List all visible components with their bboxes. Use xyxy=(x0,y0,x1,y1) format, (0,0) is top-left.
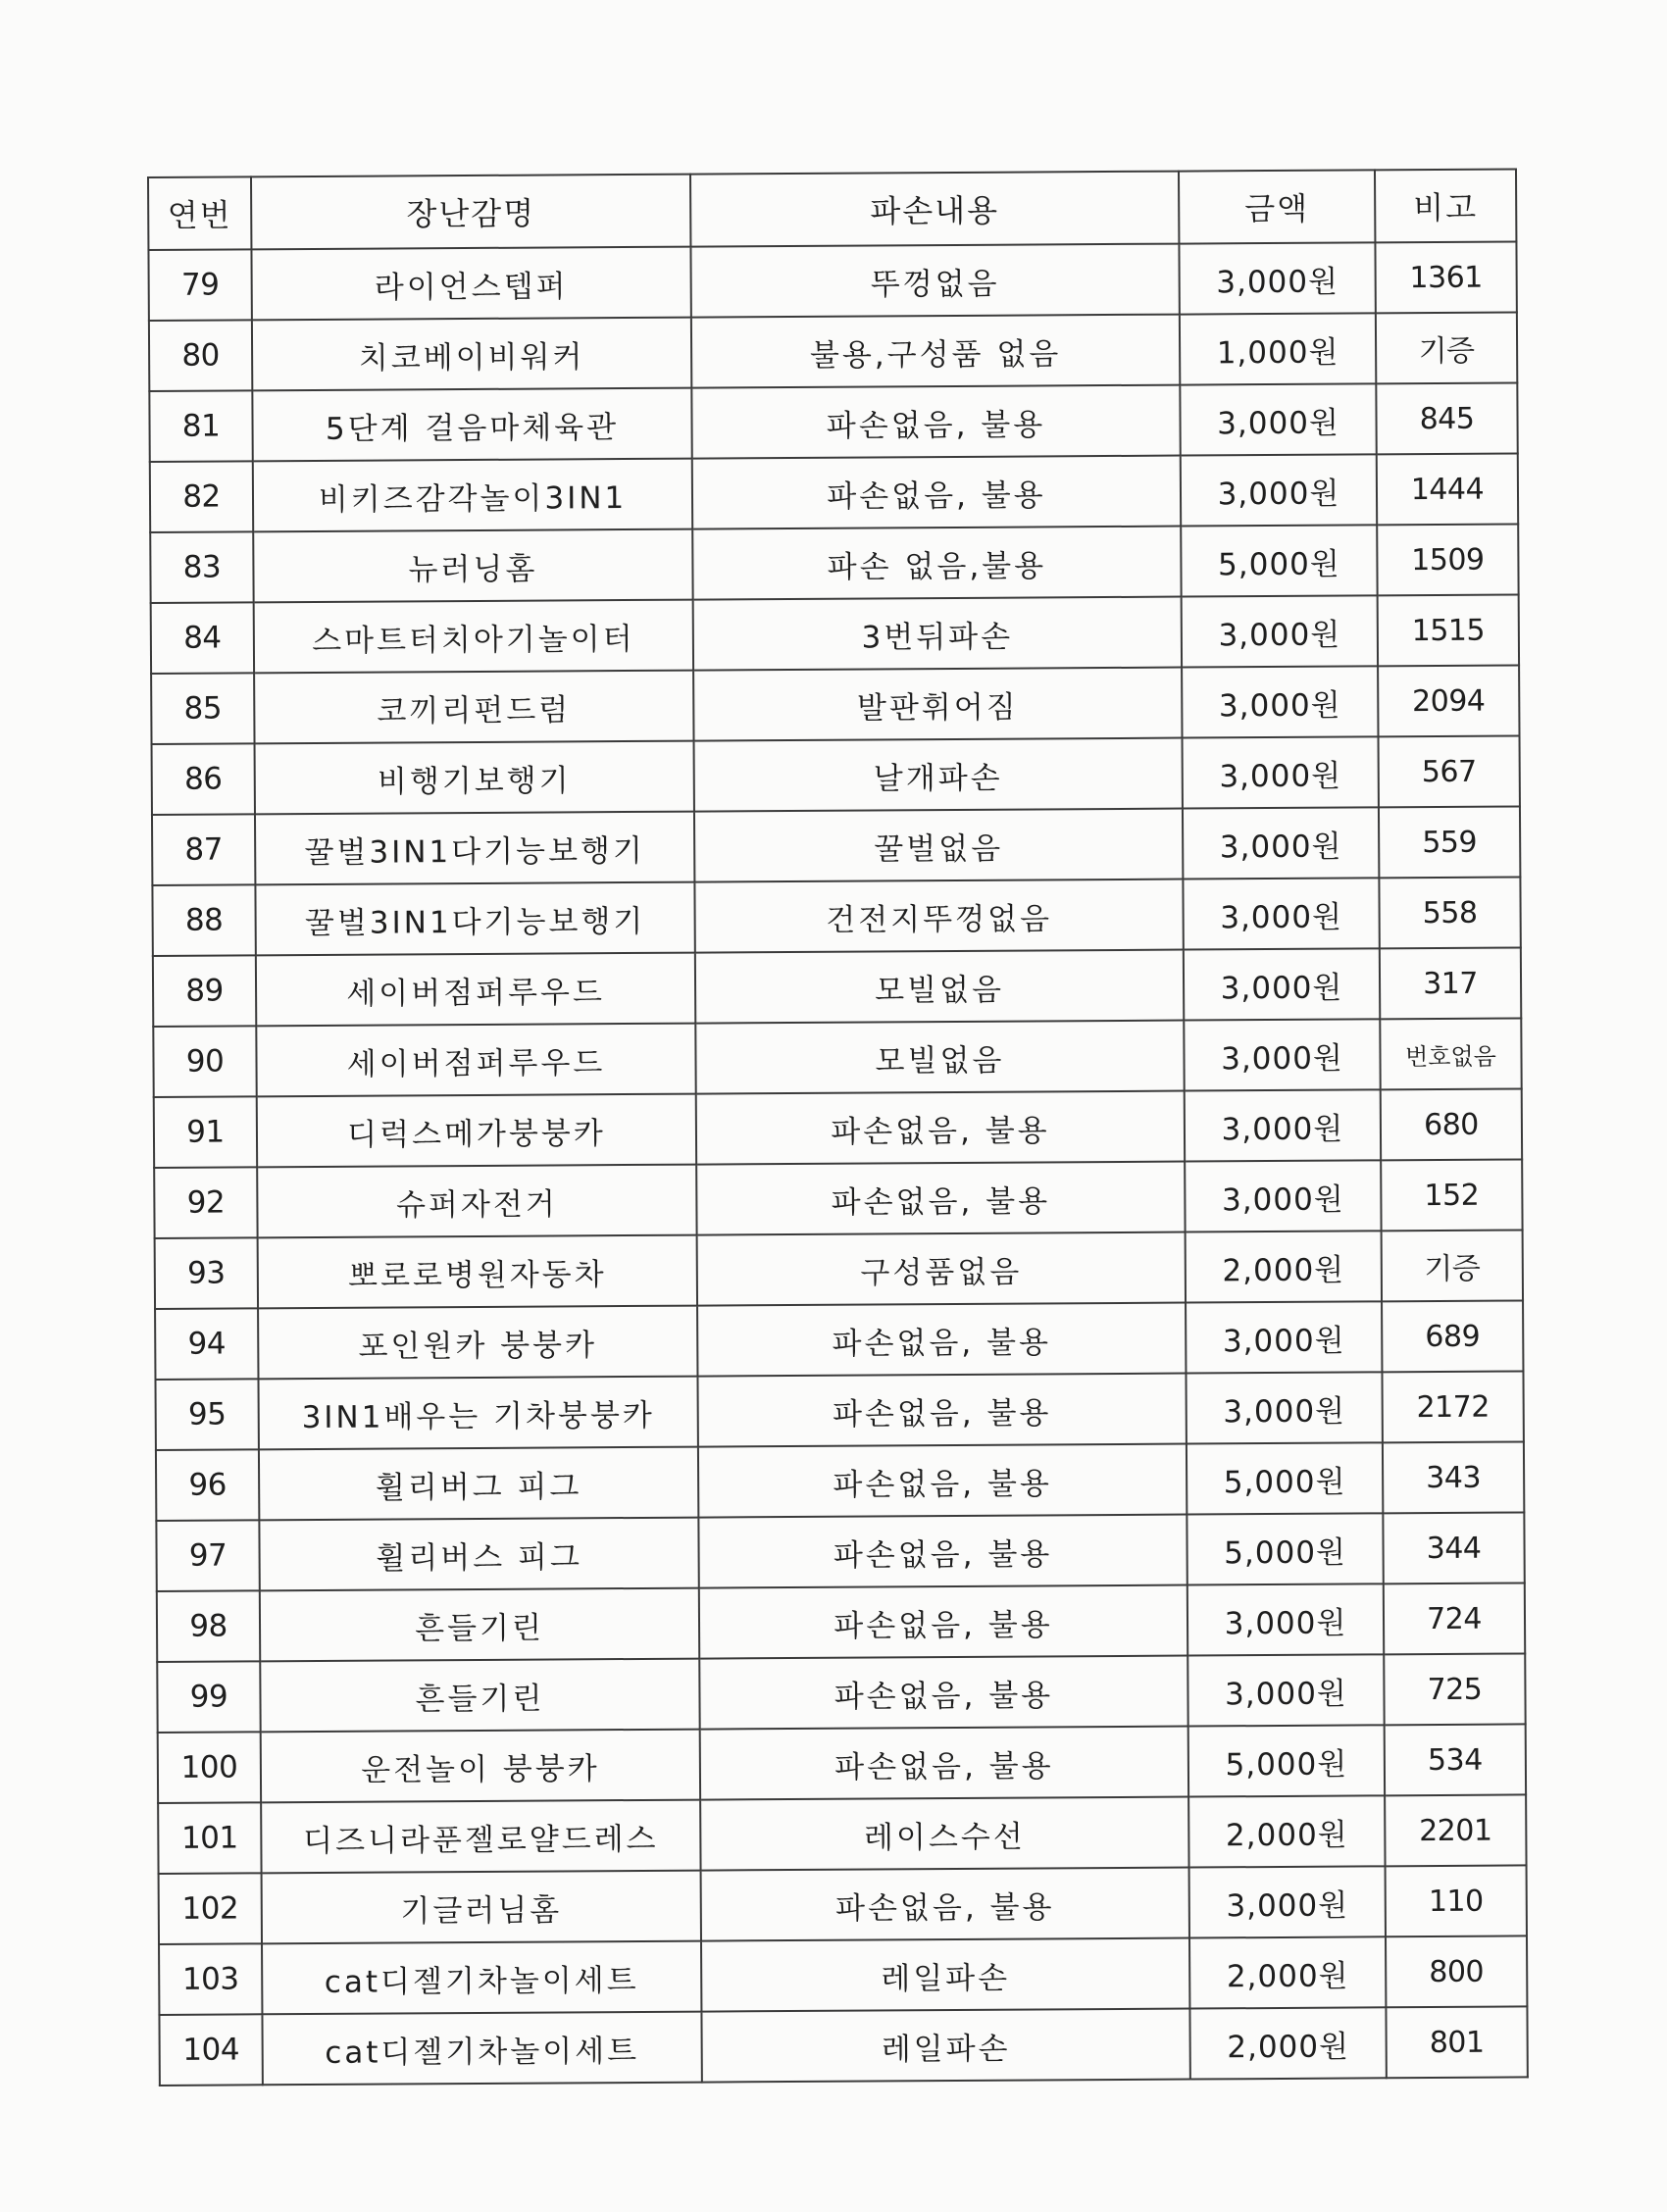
toy-damage-table xyxy=(147,168,1529,2086)
table-row xyxy=(155,1300,1523,1380)
cell-no: 79 xyxy=(148,249,251,321)
cell-toy-name: 5단계 걸음마체육관 xyxy=(252,388,691,462)
cell-amount: 5,000원 xyxy=(1187,1442,1383,1514)
cell-amount: 3,000원 xyxy=(1184,1019,1380,1090)
cell-toy-name: 라이언스텝퍼 xyxy=(251,247,690,321)
cell-note: 559 xyxy=(1379,806,1520,878)
table-row xyxy=(149,312,1517,391)
cell-no: 93 xyxy=(155,1237,258,1309)
cell-amount: 3,000원 xyxy=(1186,1301,1382,1373)
cell-amount: 3,000원 xyxy=(1184,948,1380,1020)
cell-amount: 3,000원 xyxy=(1189,1866,1386,1937)
cell-damage: 파손없음, 불용 xyxy=(699,1585,1187,1659)
table-row xyxy=(159,2006,1527,2086)
cell-note: 152 xyxy=(1381,1159,1522,1231)
cell-no: 97 xyxy=(156,1520,259,1591)
cell-no: 95 xyxy=(155,1379,258,1450)
table-row xyxy=(152,806,1520,885)
cell-amount: 3,000원 xyxy=(1181,454,1377,526)
cell-note: 1361 xyxy=(1375,241,1516,313)
cell-no: 104 xyxy=(159,2014,262,2086)
cell-amount: 3,000원 xyxy=(1179,242,1375,314)
cell-toy-name: 기글러님홈 xyxy=(262,1871,701,1944)
cell-amount: 3,000원 xyxy=(1187,1654,1384,1726)
cell-note: 110 xyxy=(1386,1865,1527,1936)
cell-note: 1515 xyxy=(1378,594,1519,666)
cell-amount: 1,000원 xyxy=(1180,313,1376,384)
cell-note: 680 xyxy=(1381,1088,1522,1160)
cell-damage: 꿀벌없음 xyxy=(694,809,1183,882)
cell-no: 88 xyxy=(152,884,255,956)
cell-no: 91 xyxy=(154,1096,257,1168)
cell-amount: 3,000원 xyxy=(1185,1160,1381,1232)
cell-damage: 레일파손 xyxy=(701,2009,1189,2083)
table-row xyxy=(159,1865,1527,1944)
cell-note: 2094 xyxy=(1378,665,1519,736)
table-row xyxy=(153,947,1521,1027)
table-row xyxy=(150,453,1518,532)
cell-amount: 5,000원 xyxy=(1181,525,1377,596)
cell-toy-name: 뉴러닝홈 xyxy=(253,529,692,603)
cell-no: 99 xyxy=(157,1661,260,1733)
cell-note: 534 xyxy=(1385,1724,1526,1795)
table-row xyxy=(158,1794,1526,1874)
header-note: 비고 xyxy=(1375,169,1516,242)
cell-damage: 레일파손 xyxy=(701,1938,1189,2012)
cell-note: 567 xyxy=(1379,735,1520,807)
cell-toy-name: cat디젤기차놀이세트 xyxy=(262,1941,701,2015)
cell-damage: 파손없음, 불용 xyxy=(696,1162,1185,1235)
cell-damage: 발판휘어짐 xyxy=(693,668,1182,741)
cell-toy-name: 휠리버스 피그 xyxy=(259,1518,698,1591)
cell-damage: 구성품없음 xyxy=(697,1232,1186,1306)
table-body xyxy=(148,241,1527,2085)
table-row xyxy=(155,1371,1523,1450)
cell-toy-name: 3IN1배우는 기차붕붕카 xyxy=(258,1377,697,1450)
cell-amount: 3,000원 xyxy=(1186,1372,1382,1443)
cell-damage: 파손없음, 불용 xyxy=(696,1091,1185,1165)
cell-damage: 3번뒤파손 xyxy=(693,597,1182,671)
table-row xyxy=(148,241,1516,321)
cell-no: 82 xyxy=(150,461,253,532)
cell-no: 83 xyxy=(150,531,253,603)
cell-no: 100 xyxy=(158,1732,261,1803)
cell-toy-name: cat디젤기차놀이세트 xyxy=(262,2012,701,2086)
cell-toy-name: 꿀벌3IN1다기능보행기 xyxy=(255,812,694,885)
table-row xyxy=(157,1583,1525,1662)
cell-no: 84 xyxy=(151,602,254,674)
cell-no: 81 xyxy=(149,390,252,462)
cell-amount: 3,000원 xyxy=(1180,383,1376,455)
cell-note: 725 xyxy=(1384,1653,1525,1725)
cell-no: 80 xyxy=(149,320,252,391)
cell-damage: 파손없음, 불용 xyxy=(697,1374,1186,1447)
cell-damage: 레이스수선 xyxy=(700,1797,1188,1871)
cell-no: 98 xyxy=(157,1590,260,1662)
cell-toy-name: 운전놀이 붕붕카 xyxy=(261,1730,700,1803)
cell-note: 기증 xyxy=(1382,1230,1523,1301)
cell-amount: 3,000원 xyxy=(1183,878,1379,949)
table-row xyxy=(149,382,1517,462)
cell-note: 2172 xyxy=(1382,1371,1523,1442)
cell-toy-name: 비행기보행기 xyxy=(255,741,694,815)
header-name: 장난감명 xyxy=(251,175,690,250)
cell-toy-name: 슈퍼자전거 xyxy=(257,1165,696,1238)
cell-amount: 3,000원 xyxy=(1187,1584,1384,1655)
cell-no: 90 xyxy=(153,1026,256,1097)
cell-damage: 모빌없음 xyxy=(695,950,1184,1024)
table-row xyxy=(158,1724,1526,1803)
cell-no: 101 xyxy=(158,1802,261,1874)
cell-note: 2201 xyxy=(1385,1794,1526,1866)
cell-damage: 날개파손 xyxy=(694,738,1183,812)
cell-note: 724 xyxy=(1384,1583,1525,1654)
table-header-row xyxy=(148,169,1516,250)
cell-damage: 파손없음, 불용 xyxy=(699,1656,1187,1730)
header-amount: 금액 xyxy=(1179,170,1375,243)
table-row xyxy=(156,1512,1524,1591)
cell-damage: 파손없음, 불용 xyxy=(692,456,1181,529)
cell-no: 85 xyxy=(151,673,254,744)
cell-toy-name: 포인원카 붕붕카 xyxy=(258,1306,697,1380)
table-row xyxy=(151,665,1519,744)
cell-toy-name: 치코베이비워커 xyxy=(252,318,691,391)
table-row xyxy=(150,524,1518,603)
cell-toy-name: 뽀로로병원자동차 xyxy=(258,1235,697,1309)
cell-note: 번호없음 xyxy=(1380,1018,1521,1089)
cell-toy-name: 디럭스메가붕붕카 xyxy=(257,1094,696,1168)
cell-damage: 건전지뚜껑없음 xyxy=(694,880,1183,953)
cell-toy-name: 흔들기린 xyxy=(260,1588,699,1662)
cell-amount: 3,000원 xyxy=(1182,595,1378,667)
cell-no: 89 xyxy=(153,955,256,1027)
cell-amount: 2,000원 xyxy=(1189,2007,1386,2079)
cell-no: 87 xyxy=(152,814,255,885)
table-row xyxy=(159,1936,1527,2015)
cell-amount: 3,000원 xyxy=(1182,666,1378,737)
table-row xyxy=(154,1159,1522,1238)
cell-no: 103 xyxy=(159,1943,262,2015)
cell-toy-name: 휠리버그 피그 xyxy=(259,1447,698,1521)
cell-toy-name: 디즈니라푼젤로얄드레스 xyxy=(261,1800,700,1874)
cell-no: 94 xyxy=(155,1308,258,1380)
table-row xyxy=(156,1441,1524,1521)
cell-no: 96 xyxy=(156,1449,259,1521)
cell-note: 801 xyxy=(1386,2006,1527,2078)
cell-note: 689 xyxy=(1382,1300,1523,1372)
cell-toy-name: 코끼리펀드럼 xyxy=(254,671,693,744)
header-damage: 파손내용 xyxy=(690,172,1179,247)
cell-amount: 3,000원 xyxy=(1183,807,1379,879)
cell-no: 92 xyxy=(154,1167,257,1238)
cell-toy-name: 꿀벌3IN1다기능보행기 xyxy=(255,882,694,956)
table-row xyxy=(155,1230,1523,1309)
cell-no: 86 xyxy=(152,743,255,815)
cell-amount: 2,000원 xyxy=(1189,1936,1386,2008)
cell-amount: 2,000원 xyxy=(1188,1795,1385,1867)
table-row xyxy=(152,877,1520,956)
document-sheet xyxy=(147,168,1527,2086)
cell-damage: 파손없음, 불용 xyxy=(691,385,1180,459)
cell-damage: 불용,구성품 없음 xyxy=(691,315,1180,388)
cell-note: 845 xyxy=(1376,382,1517,454)
table-row xyxy=(152,735,1520,815)
cell-damage: 파손없음, 불용 xyxy=(698,1444,1187,1518)
cell-note: 317 xyxy=(1380,947,1521,1019)
cell-toy-name: 스마트터치아기놀이터 xyxy=(254,600,693,674)
table-row xyxy=(151,594,1519,674)
cell-amount: 2,000원 xyxy=(1186,1231,1382,1302)
cell-amount: 3,000원 xyxy=(1183,736,1379,808)
cell-amount: 5,000원 xyxy=(1188,1725,1385,1796)
cell-note: 1444 xyxy=(1377,453,1518,525)
cell-note: 343 xyxy=(1383,1441,1524,1513)
header-no: 연번 xyxy=(148,176,251,250)
cell-note: 800 xyxy=(1386,1936,1527,2007)
cell-toy-name: 비키즈감각놀이3IN1 xyxy=(253,459,692,532)
cell-damage: 파손없음, 불용 xyxy=(700,1727,1188,1800)
cell-toy-name: 흔들기린 xyxy=(260,1659,699,1733)
cell-note: 558 xyxy=(1379,877,1520,948)
cell-damage: 파손 없음,불용 xyxy=(692,527,1181,600)
cell-no: 102 xyxy=(159,1873,262,1944)
cell-damage: 모빌없음 xyxy=(695,1021,1184,1094)
cell-note: 344 xyxy=(1383,1512,1524,1584)
cell-toy-name: 세이버점퍼루우드 xyxy=(256,953,695,1027)
cell-toy-name: 세이버점퍼루우드 xyxy=(256,1024,695,1097)
table-row xyxy=(153,1018,1521,1097)
cell-damage: 파손없음, 불용 xyxy=(697,1303,1186,1377)
cell-amount: 3,000원 xyxy=(1185,1089,1381,1161)
cell-note: 1509 xyxy=(1377,524,1518,595)
table-row xyxy=(154,1088,1522,1168)
table-row xyxy=(157,1653,1525,1733)
cell-amount: 5,000원 xyxy=(1187,1513,1383,1584)
cell-damage: 파손없음, 불용 xyxy=(698,1515,1187,1588)
cell-note: 기증 xyxy=(1376,312,1517,383)
cell-damage: 뚜껑없음 xyxy=(690,244,1179,318)
cell-damage: 파손없음, 불용 xyxy=(701,1868,1189,1941)
